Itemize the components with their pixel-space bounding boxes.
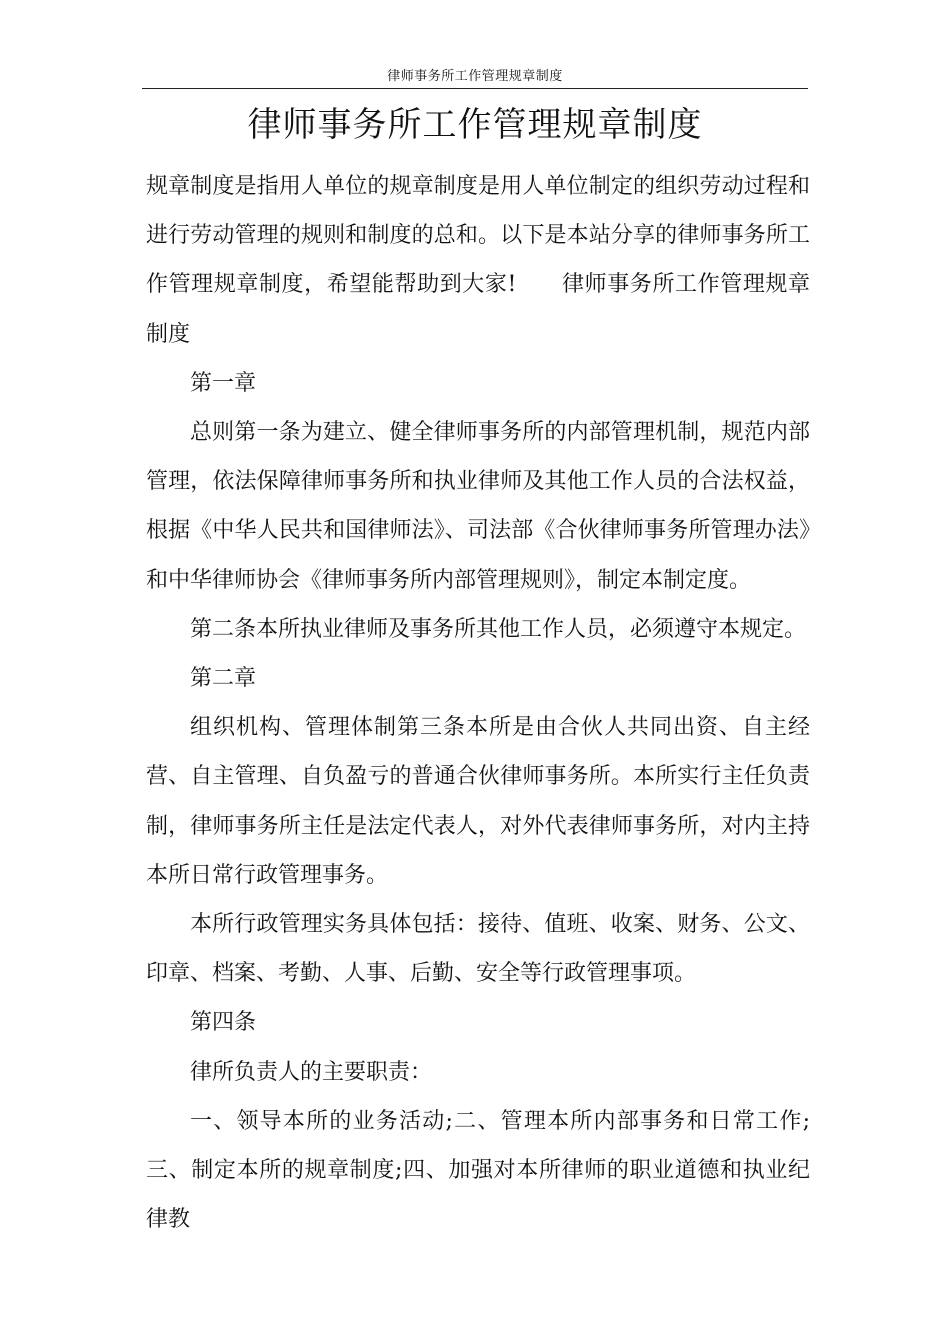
document-body: [146, 162, 810, 1244]
chapter-heading: 第二章: [190, 666, 257, 692]
chapter-heading: 第一章: [190, 370, 257, 396]
body-paragraph: 一、领导本所的业务活动;二、管理本所内部事务和日常工作;三、制定本所的规章制度;四、加强对本所律师的职业道德和执业纪律教: [146, 1108, 810, 1233]
header-divider: [142, 88, 808, 89]
body-paragraph: 律所负责人的主要职责：: [190, 1059, 433, 1085]
body-paragraph: 组织机构、管理体制第三条本所是由合伙人共同出资、自主经营、自主管理、自负盈亏的普通合伙律师事务所。本所实行主任负责制，律师事务所主任是法定代表人，对外代表律师事务所，对内主持本所日常行政管理事务。: [146, 715, 810, 888]
body-paragraph: 第二条本所执业律师及事务所其他工作人员，必须遵守本规定。: [190, 616, 807, 642]
article-heading: 第四条: [190, 1010, 257, 1036]
body-paragraph: 总则第一条为建立、健全律师事务所的内部管理机制，规范内部管理，依法保障律师事务所和执业律师及其他工作人员的合法权益，根据《中华人民共和国律师法》、司法部《合伙律师事务所管理办法》和中华律师协会《律师事务所内部管理规则》，制定本制定度。: [146, 420, 810, 593]
body-paragraph: 本所行政管理实务具体包括：接待、值班、收案、财务、公文、印章、档案、考勤、人事、后勤、安全等行政管理事项。: [146, 912, 810, 987]
document-title: 律师事务所工作管理规章制度: [247, 105, 703, 145]
body-paragraph: 规章制度是指用人单位的规章制度是用人单位制定的组织劳动过程和进行劳动管理的规则和制度的总和。以下是本站分享的律师事务所工作管理规章制度，希望能帮助到大家! 律师事务所工作管理规章制度: [146, 174, 810, 347]
running-header: 律师事务所工作管理规章制度: [387, 69, 563, 84]
